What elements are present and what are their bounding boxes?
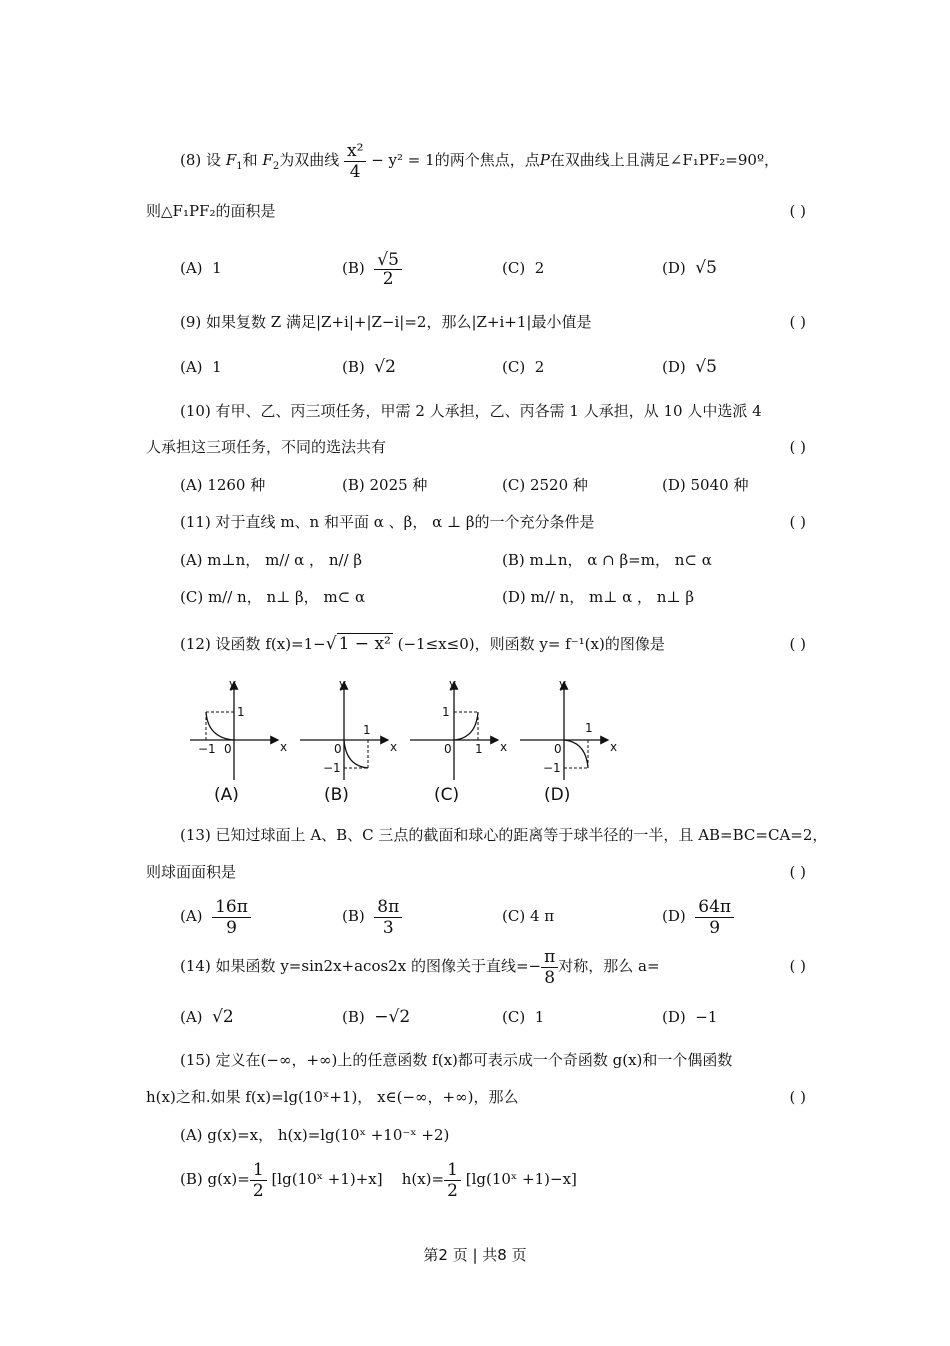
q8-options [180, 248, 806, 288]
q12-graphs [186, 676, 626, 810]
graph-d [520, 677, 617, 805]
tick-label: −1 [543, 761, 561, 775]
q11-option-d: (D) m// n， m⊥ α ， n⊥ β [502, 588, 694, 606]
tick-label: 1 [237, 705, 245, 719]
answer-bracket: ( ) [789, 513, 806, 531]
graph-label: (A) [214, 785, 239, 805]
tick-label: 0 [224, 742, 232, 756]
answer-bracket: ( ) [789, 863, 806, 881]
q15-stem-line2: h(x)之和.如果 f(x)=lg(10ˣ+1)， x∈(−∞，+∞)，那么 ( ) [146, 1082, 806, 1112]
tick-label: 1 [585, 721, 593, 735]
graph-c [410, 677, 507, 805]
answer-bracket: ( ) [789, 202, 806, 220]
axis-x-label: x [390, 740, 398, 754]
graph-label: (D) [544, 785, 571, 805]
q11-option-b: (B) m⊥n， α ∩ β=m， n⊂ α [502, 551, 712, 569]
q15-option-b: (B) g(x)= $\frac{1}{2}$ [lg(10ˣ +1)+x] h(x)= $\frac{1}{2}$ [lg(10ˣ +1)−x] [180, 1159, 577, 1201]
q8-stem-line2: 则△F₁PF₂的面积是 ( ) [146, 196, 806, 226]
tick-label: −1 [323, 761, 341, 775]
tick-label: 0 [444, 742, 452, 756]
q8-option-c: (C) 2 [502, 259, 545, 277]
q9-option-c: (C) 2 [502, 358, 545, 376]
axis-y-label: y [559, 677, 567, 691]
q13-stem: (13) 已知过球面上 A、B、C 三点的截面和球心的距离等于球半径的一半，且 AB=BC=CA=2， [180, 826, 828, 844]
q8-option-b: (B) $\frac{√5}{2}$ [342, 248, 402, 288]
q13-option-b: (B) $\frac{8\pi}{3}$ [342, 893, 402, 939]
q9-options [180, 352, 806, 382]
axis-x-label: x [500, 740, 508, 754]
tick-label: 1 [475, 742, 483, 756]
q9-option-a: (A) 1 [180, 358, 222, 376]
q14-option-b: (B) −√2 [342, 1007, 411, 1027]
answer-bracket: ( ) [789, 438, 806, 456]
q15-option-a: (A) g(x)=x， h(x)=lg(10ˣ +10⁻ˣ +2) [180, 1126, 450, 1144]
q13-stem-line2: 则球面面积是 ( ) [146, 857, 806, 887]
graph-label: (C) [434, 785, 460, 805]
sqrt-expression: √ 1 − x² [325, 634, 391, 654]
answer-bracket: ( ) [789, 957, 806, 975]
page-footer: 第2 页 | 共8 页 [423, 1246, 527, 1264]
q9-stem: (9) 如果复数 Z 满足|Z+i|+|Z−i|=2，那么|Z+i+1|最小值是 ( ) [180, 307, 806, 337]
tick-label: −1 [198, 742, 216, 756]
q13-option-c: (C) 4 π [502, 907, 555, 925]
q11-option-a: (A) m⊥n， m// α ， n// β [180, 551, 363, 569]
q14-option-a: (A) √2 [180, 1007, 234, 1027]
q14-option-d: (D) −1 [662, 1008, 718, 1026]
q8-option-a: (A) 1 [180, 259, 222, 277]
q10-option-c: (C) 2520 种 [502, 476, 588, 494]
q13-option-d: (D) $\frac{64\pi}{9}$ [662, 893, 734, 939]
q10-options [180, 470, 806, 500]
q9-option-b: (B) √2 [342, 357, 396, 377]
q9-option-d: (D) √5 [662, 357, 717, 377]
q14-option-c: (C) 1 [502, 1008, 545, 1026]
tick-label: 1 [442, 705, 450, 719]
q11-stem: (11) 对于直线 m、n 和平面 α 、β， α ⊥ β的一个充分条件是 ( ) [180, 507, 806, 537]
q14-options [180, 1002, 806, 1032]
q14-stem: (14) 如果函数 y=sin2x+acos2x 的图像关于直线=− $\frac{\pi}{8}$ 对称，那么 a= ( ) [180, 946, 806, 988]
q12-stem: (12) 设函数 f(x)=1−√ 1 − x² (−1≤x≤0)，则函数 y= f⁻¹(x)的图像是 ( ) [180, 626, 806, 662]
graph-b [300, 677, 397, 805]
answer-bracket: ( ) [789, 313, 806, 331]
q8-stem: (8) 设 $F_1$和 $F_2$为双曲线 $\frac{\text{x²}}{4}$ − y² = 1的两个焦点，点P在双曲线上且满足∠F₁PF₂=90º， [180, 140, 780, 182]
q10-option-a: (A) 1260 种 [180, 476, 266, 494]
answer-bracket: ( ) [789, 635, 806, 653]
q14-fraction: $\frac{\pi}{8}$ [541, 947, 558, 988]
q8-fraction: $\frac{\text{x²}}{4}$ [344, 141, 366, 182]
axis-x-label: x [610, 740, 618, 754]
axis-x-label: x [280, 740, 288, 754]
q10-option-b: (B) 2025 种 [342, 476, 428, 494]
q15-stem: (15) 定义在(−∞，+∞)上的任意函数 f(x)都可表示成一个奇函数 g(x)和一个偶函数 [180, 1051, 733, 1069]
q11-options-row2 [180, 582, 806, 612]
q11-option-c: (C) m// n， n⊥ β， m⊂ α [180, 588, 366, 606]
tick-label: 1 [363, 723, 371, 737]
q10-stem: (10) 有甲、乙、丙三项任务，甲需 2 人承担，乙、丙各需 1 人承担，从 10 人中选派 4 [180, 402, 762, 420]
graph-label: (B) [324, 785, 349, 805]
tick-label: 0 [554, 742, 562, 756]
answer-bracket: ( ) [789, 1088, 806, 1106]
axis-y-label: y [339, 677, 347, 691]
axis-y-label: y [449, 677, 457, 691]
axis-y-label: y [229, 677, 237, 691]
q10-stem-line2: 人承担这三项任务，不同的选法共有 ( ) [146, 432, 806, 462]
q13-options [180, 893, 806, 939]
q11-options-row1 [180, 545, 806, 575]
q10-option-d: (D) 5040 种 [662, 476, 749, 494]
q13-option-a: (A) $\frac{16\pi}{9}$ [180, 893, 251, 939]
tick-label: 0 [334, 742, 342, 756]
q8-option-d: (D) √5 [662, 258, 717, 278]
graph-a [190, 677, 287, 805]
